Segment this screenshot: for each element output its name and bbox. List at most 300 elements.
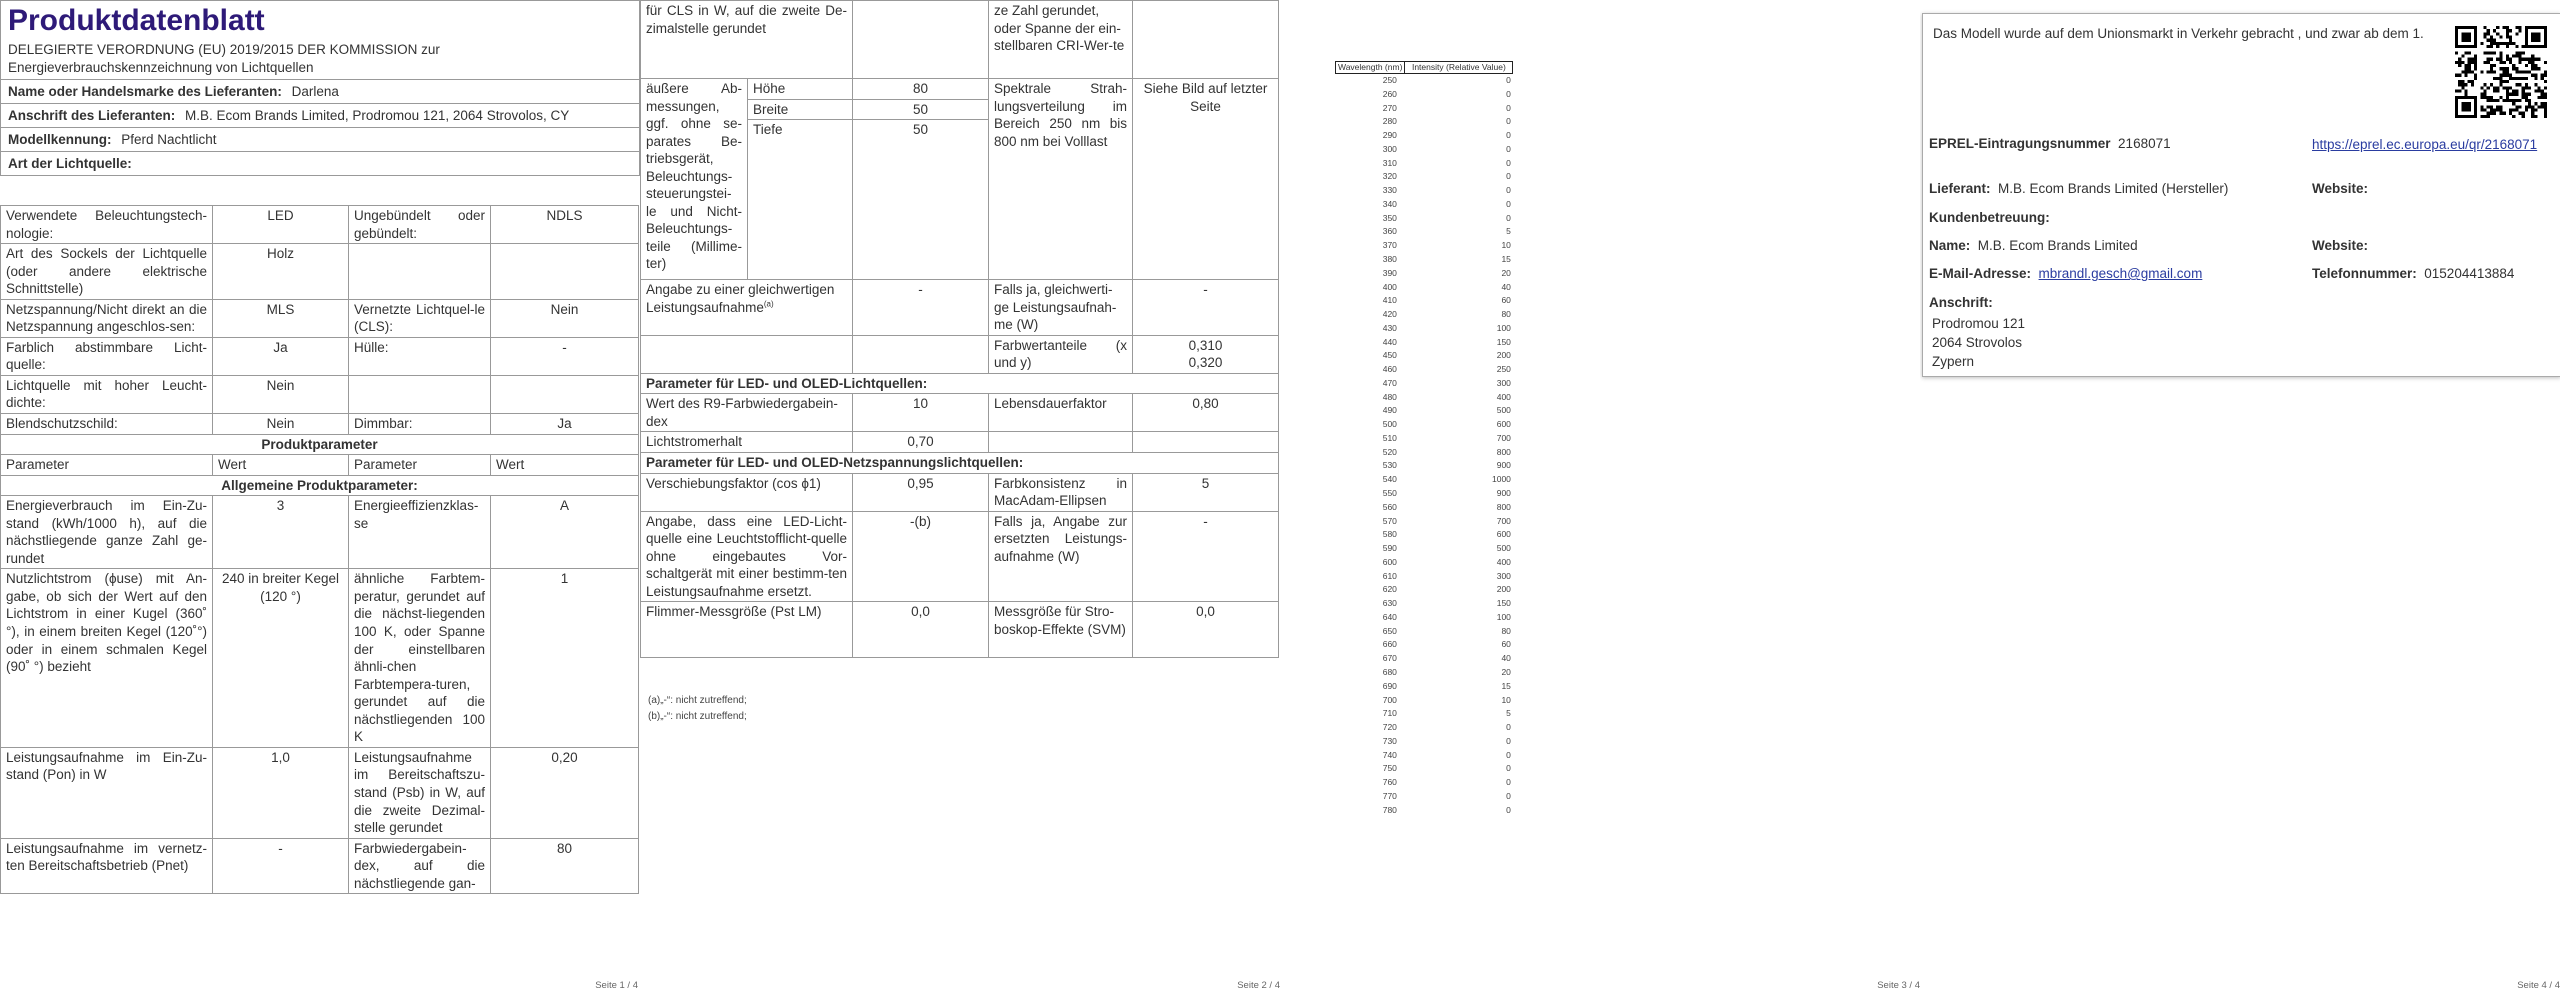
param-value-cell: 3 xyxy=(213,496,349,569)
wavelength-cell: 360 xyxy=(1382,226,1397,237)
spectral-row xyxy=(1336,735,1513,749)
intensity-cell: 0 xyxy=(1506,116,1511,127)
table-cell: 0,95 xyxy=(853,473,989,511)
wavelength-cell: 640 xyxy=(1382,611,1397,622)
intensity-cell: 10 xyxy=(1501,240,1511,251)
wavelength-cell: 540 xyxy=(1382,474,1397,485)
intensity-cell: 0 xyxy=(1506,88,1511,99)
table-cell: 0,80 xyxy=(1133,394,1279,432)
address-line: Prodromou 121 xyxy=(1932,316,2026,331)
wavelength-cell: 560 xyxy=(1382,501,1397,512)
param-label-cell xyxy=(349,375,491,413)
wavelength-cell: 570 xyxy=(1382,515,1397,526)
spectral-table xyxy=(1335,61,1513,817)
spectral-row xyxy=(1336,776,1513,790)
table-row xyxy=(1,747,639,838)
wavelength-cell: 470 xyxy=(1382,377,1397,388)
param-value-cell: Nein xyxy=(213,414,349,435)
address-block xyxy=(1932,314,2025,371)
spectral-row xyxy=(1336,459,1513,473)
email-label: E-Mail-Adresse: xyxy=(1929,266,2032,281)
intensity-cell: 300 xyxy=(1496,570,1511,581)
table-cell xyxy=(853,1,989,79)
table-row xyxy=(1,244,639,300)
param-value-cell: Ja xyxy=(491,414,639,435)
wavelength-header: Wavelength (nm) xyxy=(1336,62,1405,74)
table-cell: -(b) xyxy=(853,511,989,602)
supplier-row xyxy=(1929,181,2228,196)
wavelength-cell: 620 xyxy=(1382,584,1397,595)
intensity-cell: 400 xyxy=(1496,391,1511,402)
type-row xyxy=(1,152,639,175)
param-label-cell: Energieeffizienzklas-se xyxy=(349,496,491,569)
table-cell: Wert des R9-Farbwiedergabein-dex xyxy=(641,394,853,432)
spectral-row xyxy=(1336,404,1513,418)
intensity-cell: 100 xyxy=(1496,611,1511,622)
param-value-cell: 1 xyxy=(491,569,639,747)
page-footer: Seite 1 / 4 xyxy=(595,980,638,991)
spectral-row xyxy=(1336,377,1513,391)
intensity-cell: 150 xyxy=(1496,336,1511,347)
intensity-cell: 150 xyxy=(1496,598,1511,609)
intensity-cell: 60 xyxy=(1501,639,1511,650)
spectral-row xyxy=(1336,102,1513,116)
page-footer: Seite 3 / 4 xyxy=(1877,980,1920,991)
wavelength-cell: 750 xyxy=(1382,763,1397,774)
param-value-cell: A xyxy=(491,496,639,569)
market-intro-text: Das Modell wurde auf dem Unionsmarkt in Verkehr gebracht , und zwar ab dem 1. xyxy=(1933,26,2424,41)
wavelength-cell: 310 xyxy=(1382,157,1397,168)
intensity-cell: 15 xyxy=(1501,254,1511,264)
param-label-cell: Ungebündelt oder gebündelt: xyxy=(349,206,491,244)
eprel-value: 2168071 xyxy=(2118,136,2171,151)
product-params-header: Produktparameter xyxy=(1,434,639,455)
param-value-cell: 80 xyxy=(491,838,639,894)
header-box xyxy=(0,0,640,176)
page-2 xyxy=(640,0,1280,1001)
chromaticity-label: Farbwertanteile (x und y) xyxy=(989,335,1133,373)
param-header: Parameter xyxy=(349,455,491,476)
param-value-cell: Ja xyxy=(213,337,349,375)
spectral-row xyxy=(1336,294,1513,308)
spectral-row xyxy=(1336,253,1513,267)
param-value-cell: 1,0 xyxy=(213,747,349,838)
email-link[interactable]: mbrandl.gesch@gmail.com xyxy=(2038,266,2203,281)
table-cell: 10 xyxy=(853,394,989,432)
wavelength-cell: 590 xyxy=(1382,543,1397,554)
param-header-row xyxy=(1,455,639,476)
spectral-row xyxy=(1336,115,1513,129)
eprel-label: EPREL-Eintragungsnummer xyxy=(1929,136,2111,151)
intensity-cell: 0 xyxy=(1506,763,1511,774)
table-row xyxy=(1,838,639,894)
wavelength-cell: 330 xyxy=(1382,185,1397,196)
spectral-row xyxy=(1336,349,1513,363)
supplier-value: M.B. Ecom Brands Limited (Hersteller) xyxy=(1998,181,2229,196)
spectral-row xyxy=(1336,515,1513,529)
dim-depth-label: Tiefe xyxy=(748,120,853,280)
intensity-cell: 20 xyxy=(1501,666,1511,677)
spectral-row xyxy=(1336,418,1513,432)
intensity-cell: 200 xyxy=(1496,350,1511,361)
spectral-row xyxy=(1336,212,1513,226)
table-row xyxy=(641,394,1279,432)
value-header: Wert xyxy=(213,455,349,476)
footnote-b: (b)„-“: nicht zutreffend; xyxy=(648,711,747,722)
table-cell xyxy=(641,335,853,373)
spectral-row xyxy=(1336,363,1513,377)
spectral-row xyxy=(1336,74,1513,88)
spectral-row xyxy=(1336,281,1513,295)
wavelength-cell: 380 xyxy=(1382,254,1397,264)
table-cell: ze Zahl gerundet, oder Spanne der ein-stellbaren CRI-Wer-te xyxy=(989,1,1133,79)
spectral-row xyxy=(1336,721,1513,735)
intensity-cell: 800 xyxy=(1496,501,1511,512)
spectral-row xyxy=(1336,487,1513,501)
table-cell: Verschiebungsfaktor (cos ϕ1) xyxy=(641,473,853,511)
table-cell: 0,0 xyxy=(1133,602,1279,658)
wavelength-cell: 390 xyxy=(1382,267,1397,278)
param-label-cell: Leistungsaufnahme im Ein-Zu-stand (Pon) in W xyxy=(1,747,213,838)
wavelength-cell: 670 xyxy=(1382,653,1397,664)
wavelength-cell: 300 xyxy=(1382,143,1397,154)
param-label-cell: Verwendete Beleuchtungstech-nologie: xyxy=(1,206,213,244)
spectral-row xyxy=(1336,638,1513,652)
table-row xyxy=(641,432,1279,453)
wavelength-cell: 730 xyxy=(1382,735,1397,746)
spectral-row xyxy=(1336,336,1513,350)
intensity-header: Intensity (Relative Value) xyxy=(1405,62,1513,74)
spectral-row xyxy=(1336,308,1513,322)
dim-width-label: Breite xyxy=(748,99,853,120)
intensity-cell: 0 xyxy=(1506,185,1511,196)
phone-row xyxy=(2312,266,2514,281)
intensity-cell: 600 xyxy=(1496,419,1511,430)
param-label-cell: Energieverbrauch im Ein-Zu-stand (kWh/1000 h), auf die nächstliegende ganze Zahl ge-rundet xyxy=(1,496,213,569)
table-cell: - xyxy=(853,280,989,336)
param-label-cell: Farblich abstimmbare Licht-quelle: xyxy=(1,337,213,375)
intensity-cell: 80 xyxy=(1501,625,1511,636)
mains-params-header: Parameter für LED- und OLED-Netzspannungslichtquellen: xyxy=(641,453,1279,474)
contact-name-row xyxy=(1929,238,2138,253)
intensity-cell: 400 xyxy=(1496,556,1511,567)
param-label-cell: Dimmbar: xyxy=(349,414,491,435)
spectral-row xyxy=(1336,611,1513,625)
page-footer: Seite 2 / 4 xyxy=(1237,980,1280,991)
footnote-a: (a)„-“: nicht zutreffend; xyxy=(648,695,747,706)
wavelength-cell: 490 xyxy=(1382,405,1397,416)
spectral-row xyxy=(1336,88,1513,102)
param-label-cell: Farbwiedergabein-dex, auf die nächstliegende gan- xyxy=(349,838,491,894)
wavelength-cell: 530 xyxy=(1382,460,1397,471)
led-params-header: Parameter für LED- und OLED-Lichtquellen: xyxy=(641,373,1279,394)
intensity-cell: 0 xyxy=(1506,157,1511,168)
chromaticity-value: 0,310 0,320 xyxy=(1133,335,1279,373)
general-params-header: Allgemeine Produktparameter: xyxy=(1,475,639,496)
table-cell: - xyxy=(1133,280,1279,336)
param-label-cell: Leistungsaufnahme im vernetz-ten Bereitschaftsbetrieb (Pnet) xyxy=(1,838,213,894)
table-row xyxy=(1,337,639,375)
eprel-link[interactable]: https://eprel.ec.europa.eu/qr/2168071 xyxy=(2312,137,2538,152)
table-row xyxy=(1,299,639,337)
table-row xyxy=(1,375,639,413)
intensity-cell: 0 xyxy=(1506,212,1511,223)
wavelength-cell: 340 xyxy=(1382,198,1397,209)
param-value-cell: Nein xyxy=(213,375,349,413)
spectral-row xyxy=(1336,556,1513,570)
intensity-cell: 0 xyxy=(1506,102,1511,113)
intensity-cell: 0 xyxy=(1506,198,1511,209)
table-row xyxy=(641,1,1279,79)
table-cell: Farbkonsistenz in MacAdam-Ellipsen xyxy=(989,473,1133,511)
trade-name-row xyxy=(1,80,639,104)
table-cell xyxy=(1133,1,1279,79)
supplier-label: Lieferant: xyxy=(1929,181,1991,196)
wavelength-cell: 450 xyxy=(1382,350,1397,361)
website-label: Website: xyxy=(2312,181,2369,196)
wavelength-cell: 420 xyxy=(1382,309,1397,320)
spectral-row xyxy=(1336,501,1513,515)
param-label-cell: Vernetzte Lichtquel-le (CLS): xyxy=(349,299,491,337)
table-row xyxy=(1,496,639,569)
table-cell: Falls ja, Angabe zur ersetzten Leistungs-aufnahme (W) xyxy=(989,511,1133,602)
address-row xyxy=(1,104,639,128)
param-value-cell xyxy=(491,244,639,300)
eprel-row xyxy=(1929,136,2171,151)
model-row xyxy=(1,128,639,152)
table-cell: Messgröße für Stro-boskop-Effekte (SVM) xyxy=(989,602,1133,658)
wavelength-cell: 260 xyxy=(1382,88,1397,99)
param-label-cell: Hülle: xyxy=(349,337,491,375)
spectral-row xyxy=(1336,267,1513,281)
wavelength-cell: 760 xyxy=(1382,777,1397,788)
wavelength-cell: 610 xyxy=(1382,570,1397,581)
wavelength-cell: 550 xyxy=(1382,488,1397,499)
page-title: Produktdatenblatt xyxy=(8,4,265,37)
wavelength-cell: 770 xyxy=(1382,790,1397,801)
wavelength-cell: 680 xyxy=(1382,666,1397,677)
footnote-mark: (a) xyxy=(763,299,774,309)
wavelength-cell: 410 xyxy=(1382,295,1397,306)
table-row xyxy=(1,414,639,435)
page-footer: Seite 4 / 4 xyxy=(2517,980,2560,991)
table-cell xyxy=(853,335,989,373)
wavelength-cell: 370 xyxy=(1382,240,1397,251)
intensity-cell: 10 xyxy=(1501,694,1511,705)
intensity-cell: 200 xyxy=(1496,584,1511,595)
wavelength-cell: 600 xyxy=(1382,556,1397,567)
spectral-row xyxy=(1336,597,1513,611)
wavelength-cell: 580 xyxy=(1382,529,1397,540)
param-value-cell xyxy=(491,375,639,413)
param-value-cell: Holz xyxy=(213,244,349,300)
table-cell: 0,0 xyxy=(853,602,989,658)
footnotes xyxy=(648,693,747,725)
page-3 xyxy=(1280,0,1920,1001)
spectral-row xyxy=(1336,143,1513,157)
intensity-cell: 250 xyxy=(1496,364,1511,375)
spectral-row xyxy=(1336,528,1513,542)
table-row xyxy=(1,569,639,747)
qr-code-icon[interactable] xyxy=(2455,26,2547,118)
intensity-cell: 0 xyxy=(1506,749,1511,760)
intensity-cell: 0 xyxy=(1506,171,1511,182)
table-cell: 0,70 xyxy=(853,432,989,453)
intensity-cell: 600 xyxy=(1496,529,1511,540)
value-header: Wert xyxy=(491,455,639,476)
spectral-row xyxy=(1336,749,1513,763)
param-value-cell: 0,20 xyxy=(491,747,639,838)
spectral-row xyxy=(1336,666,1513,680)
wavelength-cell: 740 xyxy=(1382,749,1397,760)
regulation-text: DELEGIERTE VERORDNUNG (EU) 2019/2015 DER KOMMISSION zur Energieverbrauchskennzeichnung von Lichtquellen xyxy=(1,39,639,80)
spectral-value: Siehe Bild auf letzter Seite xyxy=(1133,79,1279,280)
table-cell: für CLS in W, auf die zweite De-zimalstelle gerundet xyxy=(641,1,853,79)
table-cell: Flimmer-Messgröße (Pst LM) xyxy=(641,602,853,658)
table-cell: 5 xyxy=(1133,473,1279,511)
table-row xyxy=(641,602,1279,658)
wavelength-cell: 520 xyxy=(1382,446,1397,457)
intensity-cell: 0 xyxy=(1506,143,1511,154)
wavelength-cell: 480 xyxy=(1382,391,1397,402)
params-table-continued xyxy=(640,0,1279,658)
spectral-row xyxy=(1336,322,1513,336)
intensity-cell: 40 xyxy=(1501,281,1511,292)
equiv-label: Angabe zu einer gleichwertigen Leistungsaufnahme xyxy=(646,282,835,315)
wavelength-cell: 290 xyxy=(1382,130,1397,141)
param-value-cell: 240 in breiter Kegel (120 °) xyxy=(213,569,349,747)
intensity-cell: 5 xyxy=(1506,708,1511,719)
intensity-cell: 0 xyxy=(1506,804,1511,815)
intensity-cell: 100 xyxy=(1496,322,1511,333)
eprel-info-box xyxy=(1922,13,2560,377)
param-value-cell: LED xyxy=(213,206,349,244)
spectral-row xyxy=(1336,542,1513,556)
param-label-cell: Nutzlichtstrom (ϕuse) mit An-gabe, ob sich der Wert auf den Lichtstrom in einer Kugel (360˚ °), in einem breiten Kegel (120˚°) oder in einem schmalen Kegel (90˚ °) bezieht xyxy=(1,569,213,747)
intensity-cell: 700 xyxy=(1496,432,1511,443)
wavelength-cell: 250 xyxy=(1382,75,1397,86)
spectral-row xyxy=(1336,473,1513,487)
email-row xyxy=(1929,266,2202,281)
intensity-cell: 0 xyxy=(1506,790,1511,801)
intensity-cell: 900 xyxy=(1496,460,1511,471)
spectral-row xyxy=(1336,790,1513,804)
spectral-row xyxy=(1336,225,1513,239)
wavelength-cell: 500 xyxy=(1382,419,1397,430)
wavelength-cell: 650 xyxy=(1382,625,1397,636)
table-row xyxy=(641,280,1279,336)
wavelength-cell: 660 xyxy=(1382,639,1397,650)
spectral-row xyxy=(1336,170,1513,184)
spectral-row xyxy=(1336,432,1513,446)
page-1 xyxy=(0,0,640,1001)
param-label-cell xyxy=(349,244,491,300)
intensity-cell: 500 xyxy=(1496,405,1511,416)
intensity-cell: 60 xyxy=(1501,295,1511,306)
table-cell xyxy=(1133,432,1279,453)
model-label: Modellkennung: xyxy=(8,132,112,148)
intensity-cell: 15 xyxy=(1501,680,1511,691)
wavelength-cell: 440 xyxy=(1382,336,1397,347)
phone-value: 015204413884 xyxy=(2424,266,2515,281)
intensity-cell: 0 xyxy=(1506,722,1511,733)
wavelength-cell: 460 xyxy=(1382,364,1397,375)
address-label: Anschrift: xyxy=(1929,295,1993,310)
intensity-cell: 800 xyxy=(1496,446,1511,457)
param-label-cell: Blendschutzschild: xyxy=(1,414,213,435)
spectral-row xyxy=(1336,157,1513,171)
spectral-label: Spektrale Strah-lungsverteilung im Bereich 250 nm bis 800 nm bei Volllast xyxy=(989,79,1133,280)
spectral-row xyxy=(1336,583,1513,597)
param-value-cell: - xyxy=(491,337,639,375)
intensity-cell: 0 xyxy=(1506,777,1511,788)
table-cell: Falls ja, gleichwerti-ge Leistungsaufnah-me (W) xyxy=(989,280,1133,336)
table-cell: Lebensdauerfaktor xyxy=(989,394,1133,432)
model-value: Pferd Nachtlicht xyxy=(121,132,217,148)
intensity-cell: 0 xyxy=(1506,130,1511,141)
intensity-cell: 1000 xyxy=(1491,474,1511,485)
intensity-cell: 5 xyxy=(1506,226,1511,237)
param-label-cell: Lichtquelle mit hoher Leucht-dichte: xyxy=(1,375,213,413)
name-value: M.B. Ecom Brands Limited xyxy=(1977,238,2138,253)
trade-name-label: Name oder Handelsmarke des Lieferanten: xyxy=(8,84,282,100)
param-header: Parameter xyxy=(1,455,213,476)
equiv-label-cell xyxy=(641,280,853,336)
name-label: Name: xyxy=(1929,238,1971,253)
wavelength-cell: 270 xyxy=(1382,102,1397,113)
dimensions-label: äußere Ab-messungen, ggf. ohne se-parates Be-triebsgerät, Beleuchtungs-steuerungstei-le und Nicht-Beleuchtungs-teile (Millime-ter) xyxy=(641,79,748,280)
address-line: Zypern xyxy=(1932,354,1975,370)
wavelength-cell: 780 xyxy=(1382,804,1397,815)
phone-label: Telefonnummer: xyxy=(2312,266,2417,281)
dim-height-value: 80 xyxy=(853,79,989,100)
support-label: Kundenbetreuung: xyxy=(1929,210,2050,225)
table-cell: - xyxy=(1133,511,1279,602)
spectral-row xyxy=(1336,129,1513,143)
intensity-cell: 40 xyxy=(1501,653,1511,664)
intensity-cell: 300 xyxy=(1496,377,1511,388)
spectral-row xyxy=(1336,239,1513,253)
trade-name-value: Darlena xyxy=(291,84,339,100)
spectral-row xyxy=(1336,762,1513,776)
address-label: Anschrift des Lieferanten: xyxy=(8,108,176,124)
intensity-cell: 0 xyxy=(1506,75,1511,86)
table-row xyxy=(1,206,639,244)
spectral-row xyxy=(1336,184,1513,198)
spectral-row xyxy=(1336,570,1513,584)
param-label-cell: Netzspannung/Nicht direkt an die Netzspannung angeschlos-sen: xyxy=(1,299,213,337)
wavelength-cell: 320 xyxy=(1382,171,1397,182)
param-label-cell: Art des Sockels der Lichtquelle (oder andere elektrische Schnittstelle) xyxy=(1,244,213,300)
table-cell: Angabe, dass eine LED-Licht-quelle eine Leuchtstofflicht-quelle ohne eingebautes Vor-schaltgerät mit einer bestimm-ten Leistungsaufnahme ersetzt. xyxy=(641,511,853,602)
param-value-cell: MLS xyxy=(213,299,349,337)
wavelength-cell: 720 xyxy=(1382,722,1397,733)
wavelength-cell: 630 xyxy=(1382,598,1397,609)
intensity-cell: 500 xyxy=(1496,543,1511,554)
spectral-row xyxy=(1336,707,1513,721)
spectral-row xyxy=(1336,198,1513,212)
table-row xyxy=(641,335,1279,373)
wavelength-cell: 690 xyxy=(1382,680,1397,691)
wavelength-cell: 710 xyxy=(1382,708,1397,719)
spectral-row xyxy=(1336,652,1513,666)
intensity-cell: 20 xyxy=(1501,267,1511,278)
website-label-2: Website: xyxy=(2312,238,2369,253)
dim-depth-value: 50 xyxy=(853,120,989,280)
spectral-row xyxy=(1336,391,1513,405)
address-value: M.B. Ecom Brands Limited, Prodromou 121, 2064 Strovolos, CY xyxy=(185,108,570,124)
spectral-row xyxy=(1336,446,1513,460)
